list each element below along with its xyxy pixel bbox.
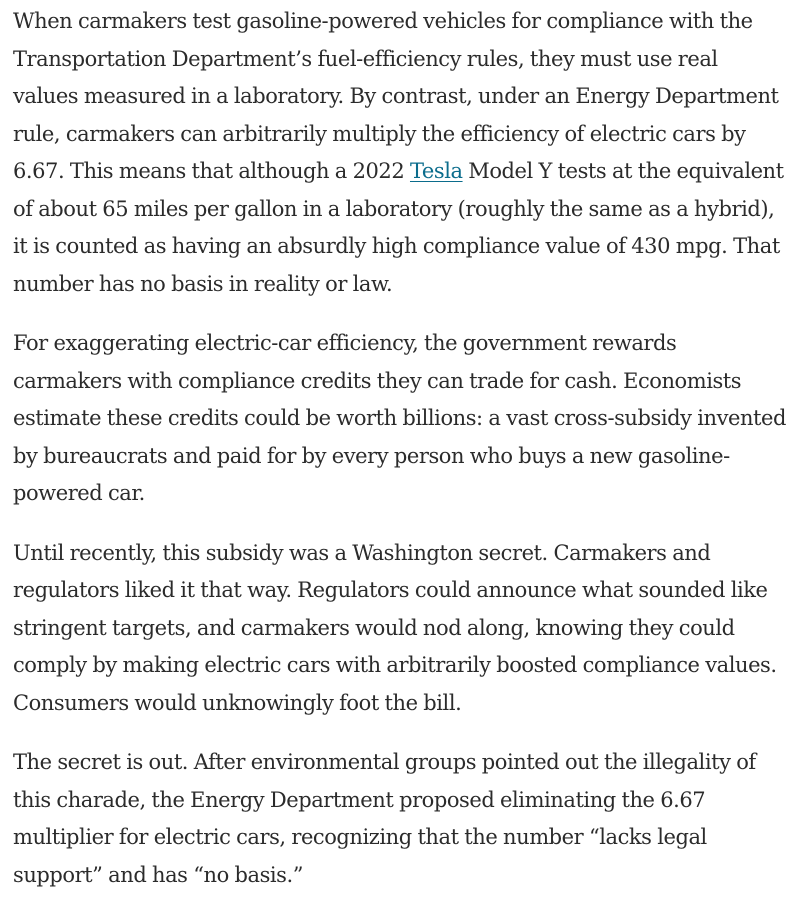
article-body bbox=[13, 3, 788, 916]
paragraph-3: Until recently, this subsidy was a Washington secret. Carmakers and regulators liked it that way. Regulators could announce what sounded like stringent targets, and carmakers would nod along, knowing they could comply by making electric cars with arbitrarily boosted compliance values. Consumers would unknowingly foot the bill. bbox=[13, 540, 777, 715]
tesla-link[interactable]: Tesla bbox=[409, 159, 463, 183]
paragraph-1-text-start: When carmakers test gasoline-powered vehicles for compliance with the Transportation Department’s fuel-efficiency rules, they must use real values measured in a laboratory. By contrast, under an Energy Department rule, carmakers can arbitrarily multiply the efficiency of electric cars by 6.67. This means that although a 2022 bbox=[13, 9, 779, 183]
paragraph-4: The secret is out. After environmental groups pointed out the illegality of this charade, the Energy Department proposed eliminating the 6.67 multiplier for electric cars, recognizing that the number “lacks legal support” and has “no basis.” bbox=[13, 750, 756, 887]
paragraph-2: For exaggerating electric-car efficiency, the government rewards carmakers with compliance credits they can trade for cash. Economists estimate these credits could be worth billions: a vast cross-subsidy invented by bureaucrats and paid for by every person who buys a new gasoline-powered car. bbox=[13, 331, 786, 505]
paragraph-1-text-end: Model Y tests at the equivalent of about 65 miles per gallon in a laboratory (roughly the same as a hybrid), it is counted as having an absurdly high compliance value of 430 mpg. That number has no basis in reality or law. bbox=[13, 159, 784, 296]
paragraph-1 bbox=[13, 3, 788, 303]
